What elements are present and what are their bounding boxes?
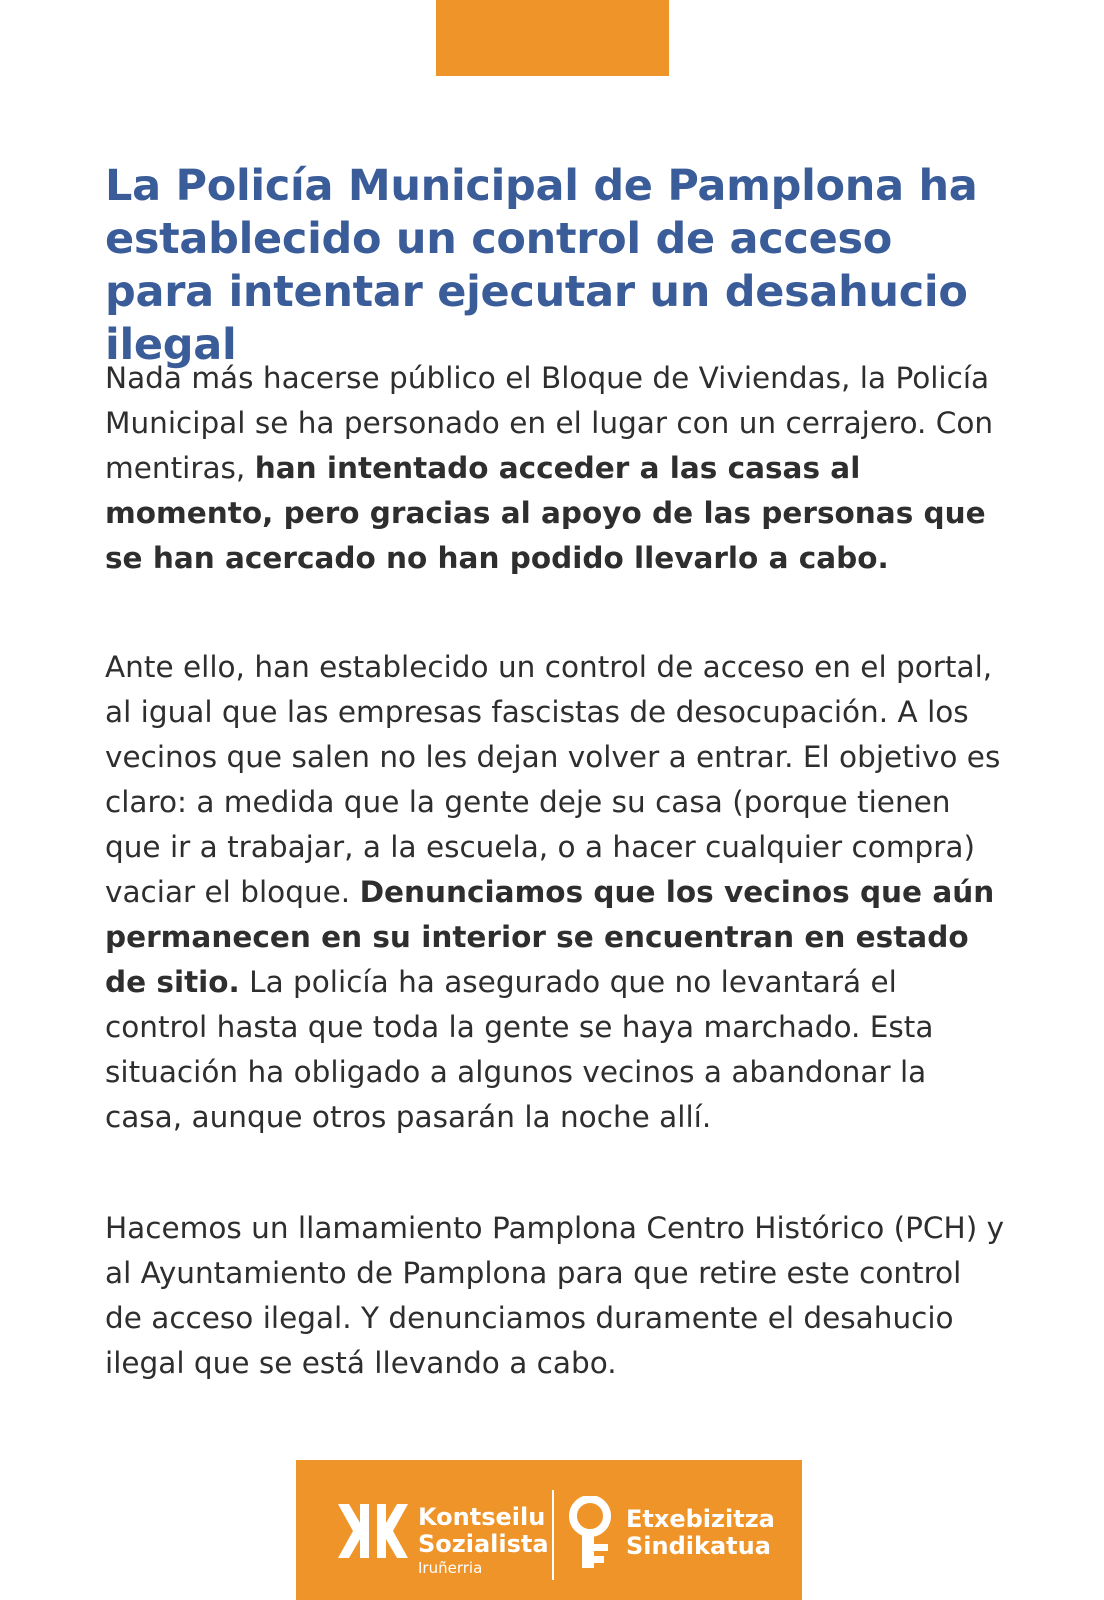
top-accent-bar xyxy=(436,0,669,76)
org1-line2: Sozialista xyxy=(418,1530,549,1558)
kontseilu-sozialista-logo-icon xyxy=(338,1502,408,1560)
paragraph-2-text-a: Ante ello, han establecido un control de acceso en el portal, al igual que las empresas fascistas de desocupación. A los vecinos que salen no les dejan volver a entrar. El objetivo es claro: a medida que la gente deje su casa (porque tienen que ir a trabajar, a la escuela, o a hacer cualquier compra) vaciar el bloque. xyxy=(105,650,1001,909)
org2-line1: Etxebizitza xyxy=(626,1505,775,1533)
logo-divider xyxy=(552,1490,554,1580)
key-icon xyxy=(568,1496,612,1570)
org1-line1: Kontseilu xyxy=(418,1503,546,1531)
paragraph-2-bold: Denunciamos que los vecinos que aún permanecen en su interior se encuentran en estado de sitio. xyxy=(105,875,995,999)
paragraph-3: Hacemos un llamamiento Pamplona Centro Histórico (PCH) y al Ayuntamiento de Pamplona para que retire este control de acceso ilegal. Y denunciamos duramente el desahucio ilegal que se está llevando a cabo. xyxy=(105,1211,1005,1380)
org2-line2: Sindikatua xyxy=(626,1532,771,1560)
headline: La Policía Municipal de Pamplona ha establecido un control de acceso para intentar ejecutar un desahucio ilegal xyxy=(105,161,978,370)
paragraph-1-bold: han intentado acceder a las casas al momento, pero gracias al apoyo de las personas que se han acercado no han podido llevarlo a cabo. xyxy=(105,451,986,575)
paragraph-2-text-b: La policía ha asegurado que no levantará el control hasta que toda la gente se haya marchado. Esta situación ha obligado a algunos vecinos a abandonar la casa, aunque otros pasarán la noche allí. xyxy=(105,965,934,1134)
paragraph-2 xyxy=(105,645,1005,1140)
footer-logos xyxy=(296,1460,802,1600)
paragraph-1 xyxy=(105,356,1005,581)
etxebizitza-sindikatua-name xyxy=(626,1506,775,1560)
org1-subtitle: Iruñerria xyxy=(418,1559,483,1577)
kontseilu-sozialista-name xyxy=(418,1504,549,1578)
paragraph-1-text: Nada más hacerse público el Bloque de Viviendas, la Policía Municipal se ha personado en el lugar con un cerrajero. Con mentiras, xyxy=(105,361,994,485)
